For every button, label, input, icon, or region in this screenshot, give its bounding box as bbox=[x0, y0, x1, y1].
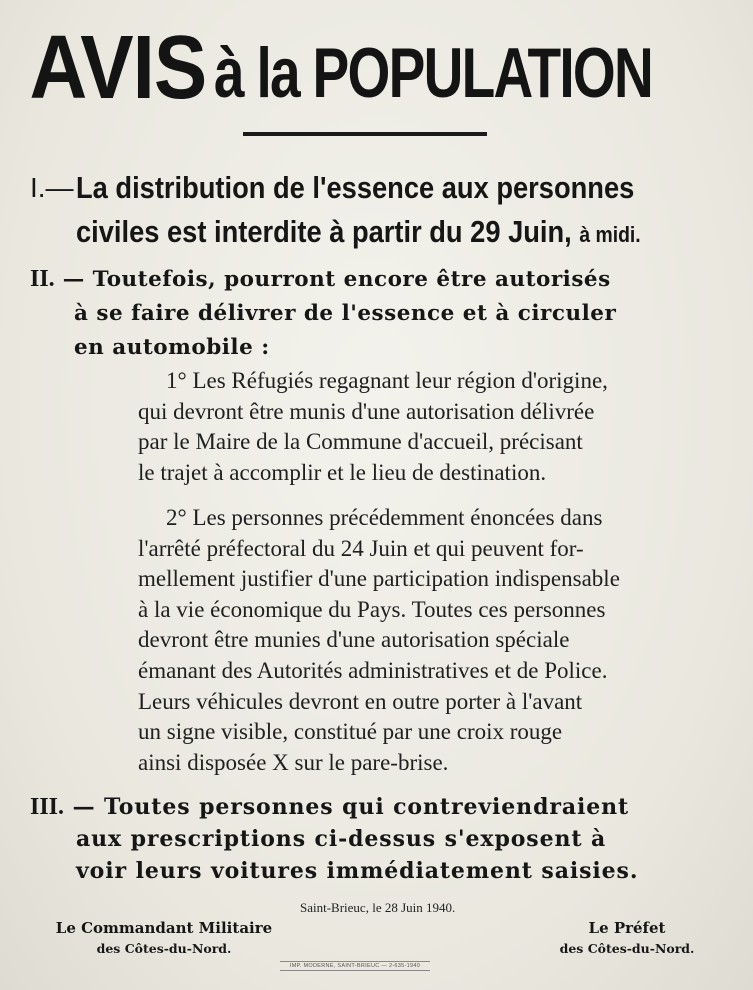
paragraph-persons bbox=[138, 503, 706, 778]
section-3-line-1: — Toutes personnes qui contreviendraient bbox=[72, 794, 630, 820]
paragraph-1-line: par le Maire de la Commune d'accueil, précisant bbox=[138, 429, 583, 455]
printer-imprint: IMP. MODERNE, SAINT-BRIEUC — 2-635-1940 bbox=[280, 961, 430, 971]
paragraph-2-line: à la vie économique du Pays. Toutes ces personnes bbox=[138, 596, 606, 622]
section-2-line-2: à se faire délivrer de l'essence et à circuler bbox=[74, 301, 617, 326]
paragraph-2-line: un signe visible, constitué par une croix rouge bbox=[138, 719, 563, 745]
section-1-line-1: La distribution de l'essence aux personnes bbox=[76, 170, 635, 205]
section-1-line-2: civiles est interdite à partir du 29 Juin, bbox=[76, 214, 572, 249]
paragraph-2-line: mellement justifier d'une participation indispensable bbox=[138, 566, 620, 592]
title-underline bbox=[243, 132, 487, 136]
signature-military-title: Le Commandant Militaire bbox=[55, 919, 273, 937]
paragraph-2-line: ainsi disposée X sur le pare-brise. bbox=[138, 749, 449, 775]
paragraph-refugees bbox=[138, 366, 706, 488]
signature-military-sub: des Côtes-du-Nord. bbox=[96, 941, 232, 956]
paragraph-1-line: 1° Les Réfugiés regagnant leur région d'origine, bbox=[166, 368, 608, 393]
section-1-midi: à midi. bbox=[579, 222, 641, 247]
section-3 bbox=[30, 791, 730, 887]
paragraph-2-line: 2° Les personnes précédemment énoncées dans bbox=[166, 505, 603, 530]
paragraph-2-line: émanant des Autorités administratives et de Police. bbox=[138, 657, 608, 683]
section-2 bbox=[30, 262, 730, 365]
section-2-line-3: en automobile : bbox=[74, 335, 270, 360]
paragraph-1-line: le trajet à accomplir et le lieu de destination. bbox=[138, 459, 547, 485]
title-population: à la POPULATION bbox=[214, 33, 653, 113]
section-3-line-3: voir leurs voitures immédiatement saisies. bbox=[76, 858, 639, 884]
section-2-number: II. bbox=[30, 266, 55, 292]
title-avis: AVIS bbox=[29, 17, 207, 118]
section-3-line-2: aux prescriptions ci-dessus s'exposent à bbox=[76, 826, 607, 852]
signature-prefect-title: Le Préfet bbox=[588, 919, 666, 937]
signature-military bbox=[34, 918, 294, 960]
paragraph-2-line: Leurs véhicules devront en outre porter à l'avant bbox=[138, 688, 583, 714]
section-2-line-1: — Toutefois, pourront encore être autorisés bbox=[62, 267, 611, 292]
section-3-number: III. bbox=[30, 794, 65, 820]
paragraph-2-line: l'arrêté préfectoral du 24 Juin et qui peuvent for- bbox=[138, 535, 584, 561]
signature-prefect bbox=[532, 918, 722, 960]
section-1-number: I.— bbox=[30, 172, 74, 203]
paragraph-1-line: qui devront être munis d'une autorisation délivrée bbox=[138, 398, 595, 424]
signature-prefect-sub: des Côtes-du-Nord. bbox=[559, 941, 695, 956]
paragraph-2-line: devront être munies d'une autorisation spéciale bbox=[138, 627, 570, 653]
poster-title bbox=[0, 17, 753, 118]
poster-date: Saint-Brieuc, le 28 Juin 1940. bbox=[300, 900, 456, 915]
